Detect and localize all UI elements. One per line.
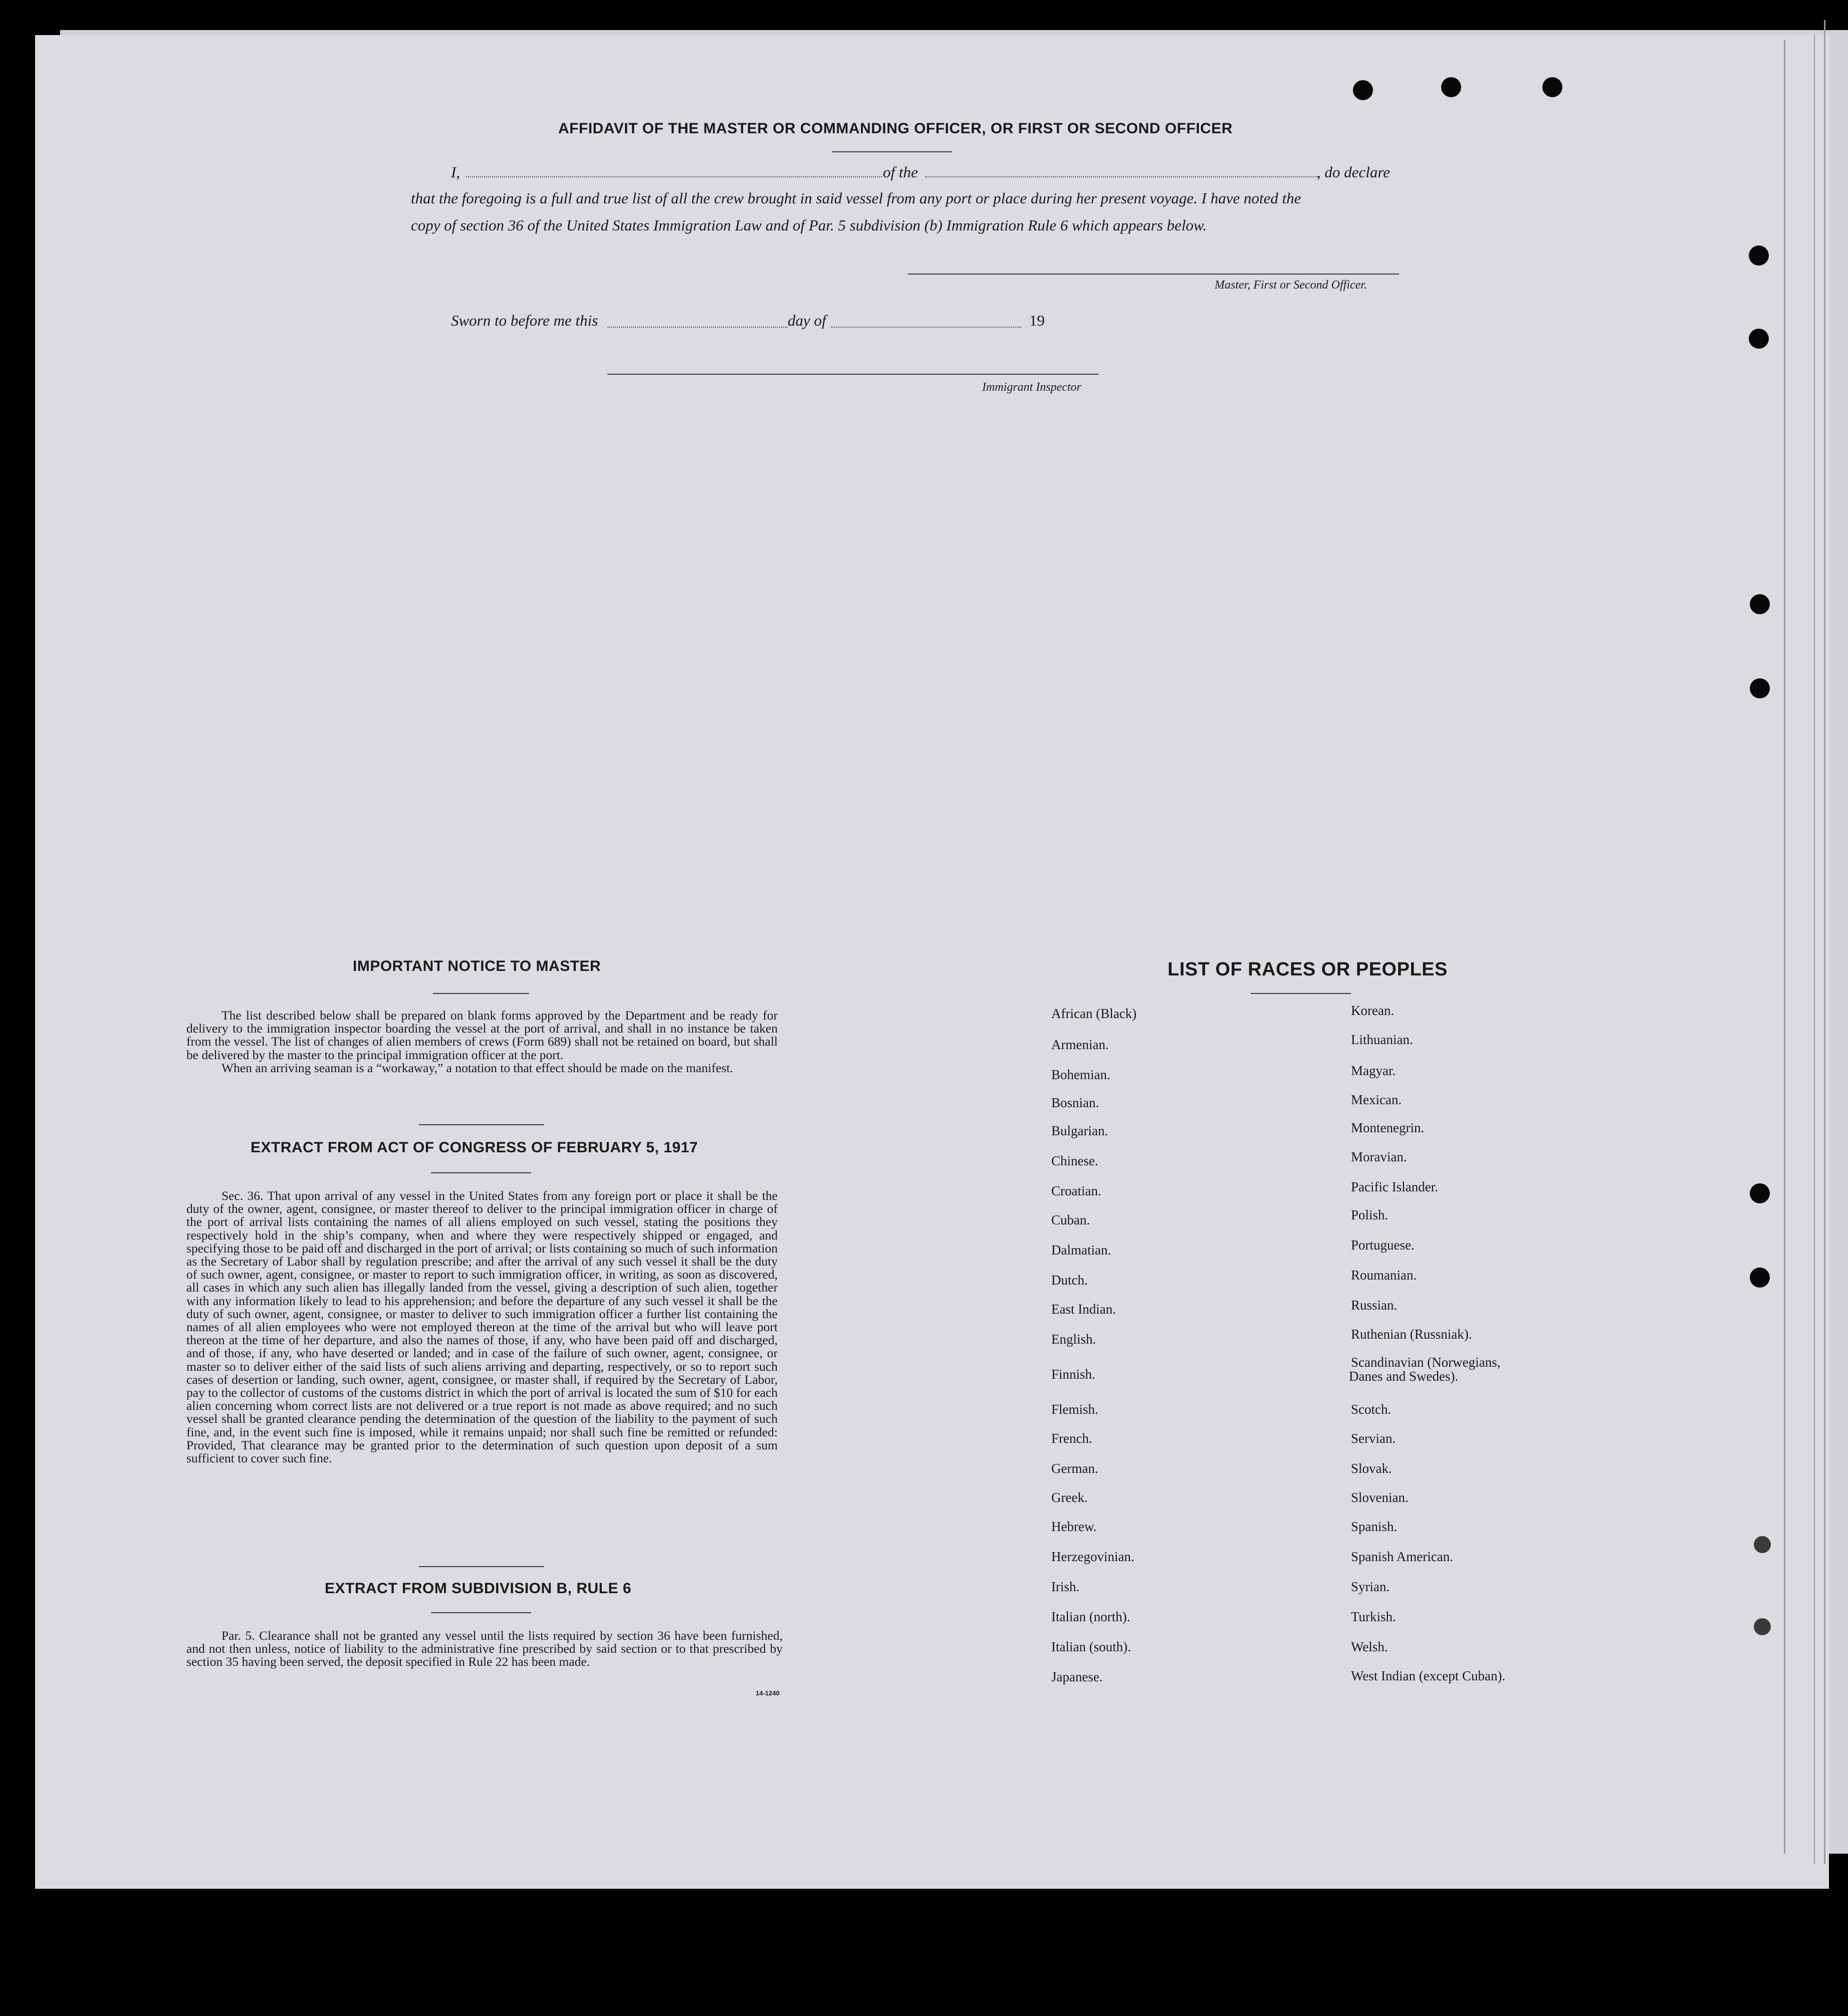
affidavit-i-label: I, — [451, 163, 460, 181]
signature-line[interactable] — [908, 274, 1399, 275]
race-item: Polish. — [1351, 1207, 1389, 1222]
race-item: Finnish. — [1051, 1367, 1095, 1382]
race-item: Armenian. — [1051, 1037, 1109, 1052]
punch-hole-icon — [1441, 77, 1461, 97]
extract-act-title: EXTRACT FROM ACT OF CONGRESS OF FEBRUARY 5, 1917 — [251, 1139, 698, 1156]
race-item: Cuban. — [1051, 1212, 1090, 1227]
race-item: Italian (north). — [1051, 1609, 1130, 1624]
extract-act-paragraph: Sec. 36. That upon arrival of any vessel in the United States from any foreign port or place it shall be the duty of the owner, agent, consignee, or master thereof to deliver to the principal immigration officer in charge of the port of arrival lists containing the names of all aliens employed on such vessel, stating the positions they respectively hold in the ship’s company, when and where they were respectively shipped or engaged, and specifying those to be paid off and discharged in the port of arrival; or lists containing so much of such information as the Secretary of Labor shall by regulation prescribe; and after the arrival of any such vessel it shall be the duty of such owner, agent, consignee, or master to report to such immigration officer, in writing, as soon as discovered, all cases in which any such alien has illegally landed from the vessel, giving a description of such alien, together with any information likely to lead to his apprehension; and before the departure of any such vessel it shall be the duty of such owner, agent, consignee, or master to deliver to such immigration officer a further list containing the names of all alien employees who were not employed thereon at the time of the arrival but who will leave port thereon at the time of her departure, and also the names of those, if any, who have been paid off and discharged, and of those, if any, who have deserted or landed; and in case of the failure of such owner, agent, consignee, or master so to deliver either of the said lists of such aliens arriving and departing, respectively, or so to report such cases of desertion or landing, such owner, agent, consignee, or master shall, if required by the Secretary of Labor, pay to the collector of customs of the customs district in which the port of arrival is located the sum of $10 for each alien concerning whom correct lists are not delivered or a true report is not made as above required; and no such vessel shall be granted clearance pending the determination of the question of the liability to the payment of such fine, and, in the event such fine is imposed, while it remains unpaid; nor shall such fine be remitted or refunded: Provided, That clearance may be granted prior to the determination of such question upon deposit of a sum sufficient to cover such fine. — [186, 1188, 778, 1466]
sworn-label: Sworn to before me this — [451, 312, 598, 329]
divider — [433, 993, 529, 994]
vessel-blank[interactable] — [925, 176, 1318, 177]
race-item: Scandinavian (Norwegians, — [1351, 1355, 1501, 1370]
notice-paragraph: When an arriving seaman is a “workaway,” a notation to that effect should be made on the manifest. — [221, 1060, 734, 1075]
race-item: Roumanian. — [1351, 1268, 1417, 1283]
affidavit-line-2: that the foregoing is a full and true list of all the crew brought in said vessel from any port or place during her present voyage. I have noted the — [411, 189, 1301, 207]
signature-caption: Master, First or Second Officer. — [1215, 279, 1367, 292]
page-edge-line — [1814, 35, 1815, 1864]
divider — [1251, 993, 1351, 994]
divider — [431, 1612, 531, 1613]
race-item: Syrian. — [1351, 1579, 1390, 1594]
race-item: Turkish. — [1351, 1609, 1396, 1624]
race-item: French. — [1051, 1431, 1092, 1446]
race-item: Danes and Swedes). — [1349, 1369, 1459, 1384]
sworn-month-blank[interactable] — [831, 327, 1021, 328]
extract-rule-title: EXTRACT FROM SUBDIVISION B, RULE 6 — [325, 1580, 632, 1597]
year-prefix: 19 — [1029, 312, 1045, 329]
race-item: West Indian (except Cuban). — [1351, 1668, 1506, 1683]
punch-hole-icon — [1754, 1618, 1771, 1635]
form-number: 14-1240 — [756, 1689, 780, 1697]
affidavit-declare-label: , do declare — [1317, 163, 1391, 181]
race-item: Russian. — [1351, 1298, 1398, 1313]
race-item: Slovenian. — [1351, 1490, 1409, 1505]
divider — [431, 1172, 531, 1173]
race-item: Flemish. — [1051, 1402, 1098, 1417]
races-title: LIST OF RACES OR PEOPLES — [1168, 959, 1448, 980]
race-item: Slovak. — [1351, 1461, 1392, 1476]
affidavit-line-3: copy of section 36 of the United States Immigration Law and of Par. 5 subdivision (b) Immigration Rule 6 which appears below. — [411, 216, 1207, 234]
race-item: Montenegrin. — [1351, 1120, 1425, 1135]
race-item: Pacific Islander. — [1351, 1179, 1438, 1194]
race-item: Japanese. — [1051, 1669, 1103, 1684]
punch-hole-icon — [1749, 329, 1769, 349]
race-item: German. — [1051, 1461, 1098, 1476]
affidavit-of-the-label: of the — [883, 163, 918, 181]
extract-rule-paragraph: Par. 5. Clearance shall not be granted any vessel until the lists required by section 36 have been furnished, and not then unless, notice of liability to the administrative fine prescribed by said section or to that prescribed by section 35 having been served, the deposit specified in Rule 22 has been made. — [186, 1628, 783, 1669]
race-item: Croatian. — [1051, 1183, 1101, 1198]
race-item: Dutch. — [1051, 1273, 1088, 1288]
punch-hole-icon — [1754, 1536, 1771, 1553]
punch-hole-icon — [1353, 80, 1373, 100]
race-item: Welsh. — [1351, 1639, 1388, 1654]
extract-act-body — [186, 1189, 778, 1465]
race-item: East Indian. — [1051, 1302, 1116, 1317]
race-item: African (Black) — [1051, 1006, 1137, 1021]
punch-hole-icon — [1749, 245, 1769, 266]
document-page — [35, 35, 1829, 1889]
page-edge-line — [1784, 40, 1785, 1854]
race-item: Bulgarian. — [1051, 1123, 1108, 1138]
affidavit-title: AFFIDAVIT OF THE MASTER OR COMMANDING OFFICER, OR FIRST OR SECOND OFFICER — [558, 120, 1233, 137]
punch-hole-icon — [1542, 77, 1562, 97]
race-item: Spanish. — [1351, 1519, 1398, 1534]
race-item: Bosnian. — [1051, 1095, 1099, 1110]
race-item: Spanish American. — [1351, 1549, 1453, 1564]
extract-rule-body — [186, 1629, 783, 1669]
race-item: Portuguese. — [1351, 1237, 1415, 1252]
race-item: Magyar. — [1351, 1063, 1396, 1078]
race-item: Herzegovinian. — [1051, 1549, 1134, 1564]
punch-hole-icon — [1750, 594, 1770, 614]
race-item: Lithuanian. — [1351, 1032, 1413, 1047]
name-blank[interactable] — [466, 176, 882, 177]
inspector-caption: Immigrant Inspector — [982, 381, 1081, 394]
day-of-label: day of — [788, 312, 826, 329]
notice-paragraph: The list described below shall be prepared on blank forms approved by the Department and be ready for delivery to the immigration inspector boarding the vessel at the port of arrival, and shall in no instance be taken from the vessel. The list of changes of alien members of crews (Form 689) shall not be retained on board, but shall be delivered by the master to the principal immigration officer at the port. — [186, 1008, 778, 1062]
race-item: Moravian. — [1351, 1149, 1407, 1164]
sworn-day-blank[interactable] — [607, 327, 788, 328]
race-item: Bohemian. — [1051, 1067, 1110, 1082]
race-item: Ruthenian (Russniak). — [1351, 1327, 1472, 1342]
divider — [419, 1566, 544, 1567]
divider — [832, 151, 952, 152]
page-edge-line — [1824, 20, 1825, 1864]
race-item: Hebrew. — [1051, 1519, 1097, 1534]
race-item: Servian. — [1351, 1431, 1396, 1446]
notice-body — [186, 1009, 778, 1075]
race-item: Scotch. — [1351, 1402, 1392, 1417]
inspector-signature-line[interactable] — [607, 374, 1098, 375]
punch-hole-icon — [1750, 1268, 1770, 1288]
punch-hole-icon — [1750, 1183, 1770, 1203]
race-item: Greek. — [1051, 1490, 1088, 1505]
race-item: Chinese. — [1051, 1153, 1098, 1168]
race-item: Korean. — [1351, 1003, 1395, 1018]
notice-title: IMPORTANT NOTICE TO MASTER — [353, 958, 601, 974]
race-item: English. — [1051, 1332, 1096, 1347]
divider — [419, 1124, 544, 1125]
race-item: Dalmatian. — [1051, 1242, 1111, 1257]
race-item: Italian (south). — [1051, 1639, 1131, 1654]
race-item: Irish. — [1051, 1579, 1080, 1594]
punch-hole-icon — [1750, 678, 1770, 698]
race-item: Mexican. — [1351, 1092, 1402, 1107]
